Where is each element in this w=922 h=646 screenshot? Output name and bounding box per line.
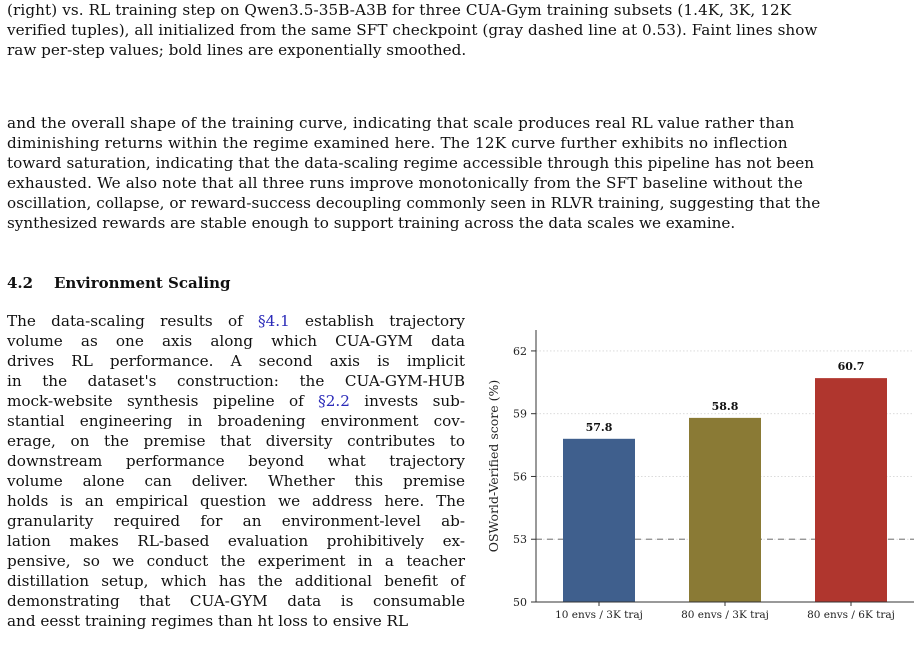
body-paragraph xyxy=(7,311,465,631)
paragraph-line: and the overall shape of the training curve, indicating that scale produces real RL value rather than xyxy=(7,114,795,132)
paragraph-line: drives RL performance. A second axis is implicit xyxy=(7,352,465,370)
paragraph-line: synthesized rewards are stable enough to support training across the data scales we examine. xyxy=(7,214,736,232)
bar-value-label: 60.7 xyxy=(837,360,865,374)
paragraph-line: granularity required for an environment-level ab- xyxy=(7,512,465,530)
bar xyxy=(815,378,887,602)
paragraph-line: pensive, so we conduct the experiment in a teacher xyxy=(7,552,465,570)
y-tick-label: 62 xyxy=(513,344,527,358)
y-tick-label: 50 xyxy=(513,596,527,609)
paragraph-line: erage, on the premise that diversity contributes to xyxy=(7,432,465,450)
paragraph-line: volume alone can deliver. Whether this premise xyxy=(7,472,465,490)
paragraph-line: The data-scaling results of §4.1 establish trajectory xyxy=(7,312,465,330)
section-heading xyxy=(7,274,231,292)
paragraph-line: oscillation, collapse, or reward-success decoupling commonly seen in RLVR training, suggesting that the xyxy=(7,194,821,212)
paragraph-line: toward saturation, indicating that the data-scaling regime accessible through this pipeline has not been xyxy=(7,154,815,172)
paragraph-line: demonstrating that CUA-GYM data is consumable xyxy=(7,592,465,610)
caption-line: verified tuples), all initialized from the same SFT checkpoint (gray dashed line at 0.53). Faint lines show xyxy=(7,21,818,39)
paragraph-line: and eesst training regimes than ht loss to ensive RL xyxy=(7,612,409,630)
paragraph-line: lation makes RL-based evaluation prohibitively ex- xyxy=(7,532,465,550)
figure-caption xyxy=(7,0,919,60)
paragraph-line: holds is an empirical question we address here. The xyxy=(7,492,465,510)
chart-bars xyxy=(563,360,887,602)
bar-chart xyxy=(478,320,918,646)
x-tick-label: 80 envs / 3K traj xyxy=(681,609,769,621)
body-paragraph xyxy=(7,113,915,233)
bar-value-label: 58.8 xyxy=(711,399,739,413)
section-number: 4.2 xyxy=(7,274,34,292)
paragraph-line: volume as one axis along which CUA-GYM data xyxy=(7,332,466,350)
caption-line: raw per-step values; bold lines are exponentially smoothed. xyxy=(7,41,467,59)
y-tick-label: 59 xyxy=(513,407,527,421)
bar xyxy=(563,439,635,602)
y-axis-label: OSWorld-Verified score (%) xyxy=(486,379,501,553)
section-link[interactable]: §2.2 xyxy=(318,392,350,410)
paragraph-line: downstream performance beyond what trajectory xyxy=(7,452,465,470)
bar xyxy=(689,418,761,602)
x-tick-label: 80 envs / 6K traj xyxy=(807,609,895,621)
paragraph-line: mock-website synthesis pipeline of §2.2 invests sub- xyxy=(7,392,465,410)
paragraph-line: stantial engineering in broadening environment cov- xyxy=(7,412,465,430)
paragraph-line: in the dataset's construction: the CUA-GYM-HUB xyxy=(7,372,465,390)
section-link[interactable]: §4.1 xyxy=(258,312,290,330)
y-tick-label: 53 xyxy=(513,533,527,547)
section-title: Environment Scaling xyxy=(54,274,231,292)
x-tick-label: 10 envs / 3K traj xyxy=(555,609,643,621)
caption-line: (right) vs. RL training step on Qwen3.5-35B-A3B for three CUA-Gym training subsets (1.4K, 3K, 12K xyxy=(7,1,792,19)
paragraph-line: distillation setup, which has the additional benefit of xyxy=(7,572,465,590)
paragraph-line: diminishing returns within the regime examined here. The 12K curve further exhibits no inflection xyxy=(7,134,788,152)
bar-value-label: 57.8 xyxy=(585,420,613,434)
y-tick-label: 56 xyxy=(513,470,527,484)
paragraph-line: exhausted. We also note that all three runs improve monotonically from the SFT baseline without the xyxy=(7,174,803,192)
